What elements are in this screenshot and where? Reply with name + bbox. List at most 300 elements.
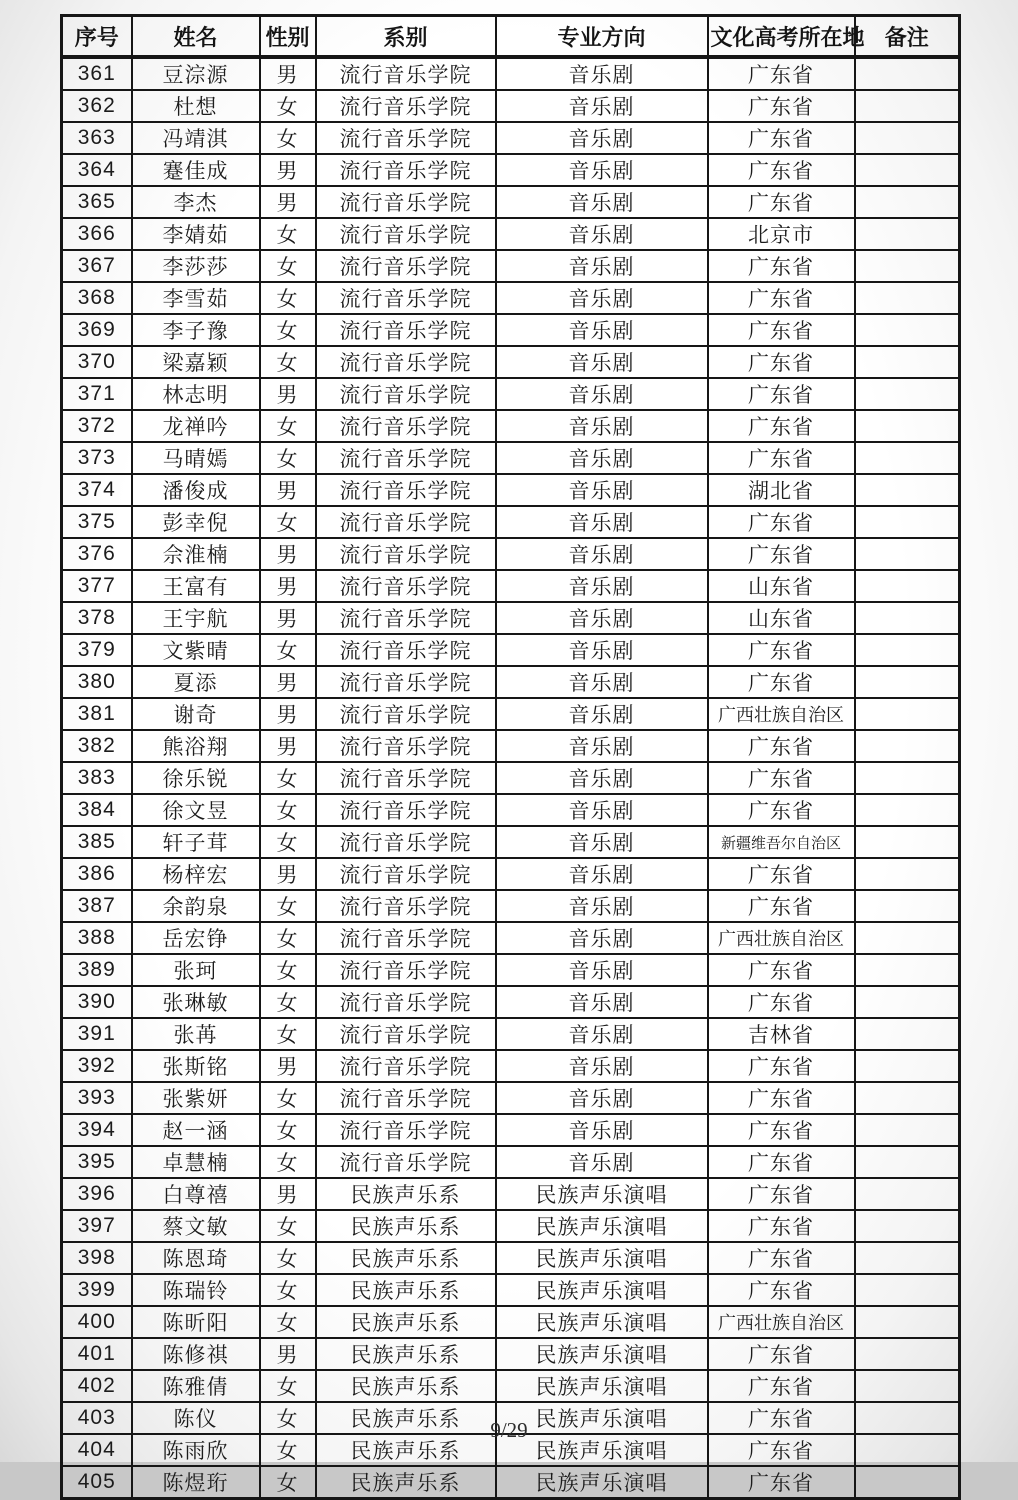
cell-gender: 女 [260, 1306, 316, 1338]
cell-exam-location: 广东省 [708, 378, 855, 410]
cell-department: 流行音乐学院 [316, 762, 496, 794]
cell-name: 龙禅吟 [132, 410, 260, 442]
table-row [62, 666, 960, 698]
cell-major: 音乐剧 [496, 698, 708, 730]
cell-department: 流行音乐学院 [316, 1114, 496, 1146]
table-row [62, 1370, 960, 1402]
cell-department: 流行音乐学院 [316, 730, 496, 762]
table-row [62, 698, 960, 730]
cell-gender: 男 [260, 1338, 316, 1370]
cell-department: 流行音乐学院 [316, 250, 496, 282]
cell-department: 流行音乐学院 [316, 986, 496, 1018]
cell-no: 395 [62, 1146, 132, 1178]
cell-no: 384 [62, 794, 132, 826]
cell-name: 王富有 [132, 570, 260, 602]
cell-no: 382 [62, 730, 132, 762]
table-row [62, 57, 960, 90]
cell-remarks [855, 57, 960, 90]
cell-department: 民族声乐系 [316, 1210, 496, 1242]
cell-major: 音乐剧 [496, 986, 708, 1018]
cell-gender: 男 [260, 57, 316, 90]
cell-major: 音乐剧 [496, 666, 708, 698]
cell-name: 赵一涵 [132, 1114, 260, 1146]
cell-no: 367 [62, 250, 132, 282]
cell-major: 音乐剧 [496, 410, 708, 442]
header-gender: 性别 [260, 16, 316, 58]
table-row [62, 954, 960, 986]
cell-gender: 女 [260, 986, 316, 1018]
cell-remarks [855, 1370, 960, 1402]
cell-no: 373 [62, 442, 132, 474]
cell-exam-location: 广东省 [708, 314, 855, 346]
table-row [62, 570, 960, 602]
table-row [62, 1050, 960, 1082]
table-row [62, 1466, 960, 1499]
cell-major: 音乐剧 [496, 1018, 708, 1050]
table-row [62, 314, 960, 346]
table-row [62, 634, 960, 666]
cell-exam-location: 广东省 [708, 1082, 855, 1114]
cell-gender: 女 [260, 890, 316, 922]
cell-remarks [855, 1018, 960, 1050]
cell-major: 音乐剧 [496, 954, 708, 986]
cell-name: 李婧茹 [132, 218, 260, 250]
cell-gender: 女 [260, 1466, 316, 1499]
cell-major: 音乐剧 [496, 186, 708, 218]
cell-major: 音乐剧 [496, 154, 708, 186]
table-row [62, 858, 960, 890]
cell-exam-location: 广东省 [708, 1050, 855, 1082]
cell-department: 流行音乐学院 [316, 858, 496, 890]
cell-remarks [855, 506, 960, 538]
cell-name: 王宇航 [132, 602, 260, 634]
cell-exam-location: 广东省 [708, 666, 855, 698]
cell-department: 流行音乐学院 [316, 890, 496, 922]
cell-gender: 女 [260, 442, 316, 474]
cell-exam-location: 广东省 [708, 538, 855, 570]
table-row [62, 826, 960, 858]
table-body [62, 57, 960, 1499]
cell-remarks [855, 1146, 960, 1178]
cell-gender: 男 [260, 1178, 316, 1210]
cell-name: 陈仪 [132, 1402, 260, 1434]
cell-gender: 女 [260, 1018, 316, 1050]
cell-gender: 女 [260, 1274, 316, 1306]
cell-name: 岳宏铮 [132, 922, 260, 954]
cell-gender: 男 [260, 154, 316, 186]
cell-no: 401 [62, 1338, 132, 1370]
cell-no: 400 [62, 1306, 132, 1338]
table-row [62, 1178, 960, 1210]
cell-gender: 女 [260, 826, 316, 858]
cell-gender: 女 [260, 410, 316, 442]
cell-name: 陈修祺 [132, 1338, 260, 1370]
cell-major: 音乐剧 [496, 1082, 708, 1114]
table-row [62, 1146, 960, 1178]
cell-major: 音乐剧 [496, 122, 708, 154]
cell-department: 流行音乐学院 [316, 1082, 496, 1114]
cell-remarks [855, 1338, 960, 1370]
table-row [62, 986, 960, 1018]
cell-gender: 女 [260, 762, 316, 794]
cell-major: 音乐剧 [496, 730, 708, 762]
cell-no: 388 [62, 922, 132, 954]
cell-major: 音乐剧 [496, 346, 708, 378]
cell-department: 民族声乐系 [316, 1402, 496, 1434]
cell-no: 396 [62, 1178, 132, 1210]
table-row [62, 1082, 960, 1114]
cell-remarks [855, 1306, 960, 1338]
cell-name: 李雪茹 [132, 282, 260, 314]
cell-remarks [855, 602, 960, 634]
cell-no: 372 [62, 410, 132, 442]
cell-exam-location: 广东省 [708, 1210, 855, 1242]
table-row [62, 890, 960, 922]
cell-major: 音乐剧 [496, 634, 708, 666]
cell-name: 陈雨欣 [132, 1434, 260, 1466]
cell-remarks [855, 1242, 960, 1274]
cell-gender: 女 [260, 506, 316, 538]
cell-exam-location: 广东省 [708, 506, 855, 538]
cell-exam-location: 广东省 [708, 1434, 855, 1466]
cell-exam-location: 广东省 [708, 794, 855, 826]
cell-name: 徐文昱 [132, 794, 260, 826]
cell-department: 流行音乐学院 [316, 826, 496, 858]
cell-department: 流行音乐学院 [316, 410, 496, 442]
cell-major: 民族声乐演唱 [496, 1274, 708, 1306]
cell-department: 流行音乐学院 [316, 1050, 496, 1082]
cell-gender: 女 [260, 346, 316, 378]
cell-major: 音乐剧 [496, 282, 708, 314]
cell-name: 佘淮楠 [132, 538, 260, 570]
cell-remarks [855, 378, 960, 410]
cell-department: 流行音乐学院 [316, 794, 496, 826]
cell-department: 民族声乐系 [316, 1242, 496, 1274]
cell-name: 轩子茸 [132, 826, 260, 858]
cell-department: 流行音乐学院 [316, 1018, 496, 1050]
cell-exam-location: 广东省 [708, 346, 855, 378]
cell-no: 397 [62, 1210, 132, 1242]
cell-exam-location: 广东省 [708, 1274, 855, 1306]
cell-no: 375 [62, 506, 132, 538]
table-row [62, 1338, 960, 1370]
cell-no: 385 [62, 826, 132, 858]
cell-no: 387 [62, 890, 132, 922]
cell-department: 流行音乐学院 [316, 922, 496, 954]
cell-exam-location: 广西壮族自治区 [708, 922, 855, 954]
cell-exam-location: 广西壮族自治区 [708, 698, 855, 730]
cell-department: 流行音乐学院 [316, 186, 496, 218]
cell-gender: 男 [260, 698, 316, 730]
cell-name: 李杰 [132, 186, 260, 218]
cell-remarks [855, 1114, 960, 1146]
cell-gender: 女 [260, 954, 316, 986]
cell-no: 393 [62, 1082, 132, 1114]
cell-major: 音乐剧 [496, 442, 708, 474]
cell-remarks [855, 218, 960, 250]
cell-department: 流行音乐学院 [316, 90, 496, 122]
cell-no: 380 [62, 666, 132, 698]
cell-exam-location: 广东省 [708, 410, 855, 442]
cell-exam-location: 山东省 [708, 602, 855, 634]
cell-exam-location: 广东省 [708, 250, 855, 282]
cell-gender: 男 [260, 186, 316, 218]
cell-department: 流行音乐学院 [316, 346, 496, 378]
cell-no: 366 [62, 218, 132, 250]
cell-gender: 男 [260, 538, 316, 570]
cell-gender: 女 [260, 1114, 316, 1146]
cell-gender: 男 [260, 666, 316, 698]
cell-no: 394 [62, 1114, 132, 1146]
cell-name: 余韵泉 [132, 890, 260, 922]
cell-department: 流行音乐学院 [316, 378, 496, 410]
cell-gender: 女 [260, 1210, 316, 1242]
cell-exam-location: 广东省 [708, 154, 855, 186]
cell-gender: 男 [260, 570, 316, 602]
cell-gender: 女 [260, 122, 316, 154]
cell-gender: 女 [260, 1402, 316, 1434]
cell-exam-location: 广东省 [708, 282, 855, 314]
table-row [62, 1306, 960, 1338]
cell-no: 402 [62, 1370, 132, 1402]
table-row [62, 1274, 960, 1306]
cell-exam-location: 广东省 [708, 730, 855, 762]
cell-exam-location: 广东省 [708, 1178, 855, 1210]
cell-no: 392 [62, 1050, 132, 1082]
cell-name: 杨梓宏 [132, 858, 260, 890]
cell-exam-location: 广东省 [708, 634, 855, 666]
cell-no: 371 [62, 378, 132, 410]
cell-major: 音乐剧 [496, 762, 708, 794]
cell-name: 张珂 [132, 954, 260, 986]
cell-gender: 女 [260, 922, 316, 954]
cell-major: 音乐剧 [496, 538, 708, 570]
cell-remarks [855, 410, 960, 442]
cell-exam-location: 广东省 [708, 1466, 855, 1499]
cell-department: 民族声乐系 [316, 1178, 496, 1210]
cell-major: 民族声乐演唱 [496, 1210, 708, 1242]
cell-gender: 男 [260, 378, 316, 410]
cell-gender: 女 [260, 1370, 316, 1402]
cell-exam-location: 广东省 [708, 890, 855, 922]
header-name: 姓名 [132, 16, 260, 58]
cell-name: 李莎莎 [132, 250, 260, 282]
cell-exam-location: 广东省 [708, 858, 855, 890]
cell-exam-location: 广东省 [708, 442, 855, 474]
cell-gender: 女 [260, 1146, 316, 1178]
table-row [62, 1210, 960, 1242]
cell-no: 389 [62, 954, 132, 986]
cell-department: 民族声乐系 [316, 1274, 496, 1306]
header-no: 序号 [62, 16, 132, 58]
table-row [62, 410, 960, 442]
cell-gender: 男 [260, 602, 316, 634]
cell-remarks [855, 186, 960, 218]
cell-exam-location: 北京市 [708, 218, 855, 250]
cell-name: 杜想 [132, 90, 260, 122]
cell-gender: 女 [260, 634, 316, 666]
cell-major: 音乐剧 [496, 858, 708, 890]
cell-name: 冯靖淇 [132, 122, 260, 154]
cell-remarks [855, 90, 960, 122]
cell-name: 熊浴翔 [132, 730, 260, 762]
header-major: 专业方向 [496, 16, 708, 58]
cell-remarks [855, 954, 960, 986]
cell-exam-location: 广东省 [708, 986, 855, 1018]
cell-no: 369 [62, 314, 132, 346]
cell-exam-location: 山东省 [708, 570, 855, 602]
cell-name: 豆淙源 [132, 57, 260, 90]
cell-no: 398 [62, 1242, 132, 1274]
cell-no: 403 [62, 1402, 132, 1434]
table-row [62, 378, 960, 410]
cell-gender: 女 [260, 90, 316, 122]
cell-name: 陈恩琦 [132, 1242, 260, 1274]
cell-name: 马晴嫣 [132, 442, 260, 474]
cell-major: 音乐剧 [496, 922, 708, 954]
cell-major: 音乐剧 [496, 1146, 708, 1178]
cell-name: 张斯铭 [132, 1050, 260, 1082]
cell-major: 音乐剧 [496, 90, 708, 122]
table-row [62, 218, 960, 250]
cell-no: 386 [62, 858, 132, 890]
cell-major: 音乐剧 [496, 794, 708, 826]
header-remarks: 备注 [855, 16, 960, 58]
cell-no: 365 [62, 186, 132, 218]
cell-name: 谢奇 [132, 698, 260, 730]
cell-remarks [855, 154, 960, 186]
table-row [62, 154, 960, 186]
cell-department: 流行音乐学院 [316, 122, 496, 154]
cell-no: 404 [62, 1434, 132, 1466]
cell-remarks [855, 698, 960, 730]
cell-gender: 男 [260, 474, 316, 506]
cell-name: 夏添 [132, 666, 260, 698]
cell-gender: 女 [260, 1242, 316, 1274]
cell-department: 流行音乐学院 [316, 154, 496, 186]
cell-major: 音乐剧 [496, 250, 708, 282]
cell-department: 民族声乐系 [316, 1466, 496, 1499]
table-row [62, 538, 960, 570]
cell-remarks [855, 794, 960, 826]
cell-no: 378 [62, 602, 132, 634]
header-department: 系别 [316, 16, 496, 58]
cell-department: 流行音乐学院 [316, 442, 496, 474]
header-row [62, 16, 960, 58]
cell-no: 374 [62, 474, 132, 506]
cell-major: 民族声乐演唱 [496, 1434, 708, 1466]
cell-department: 流行音乐学院 [316, 474, 496, 506]
cell-no: 377 [62, 570, 132, 602]
cell-exam-location: 吉林省 [708, 1018, 855, 1050]
cell-name: 陈瑞铃 [132, 1274, 260, 1306]
cell-name: 潘俊成 [132, 474, 260, 506]
cell-no: 370 [62, 346, 132, 378]
cell-name: 张琳敏 [132, 986, 260, 1018]
table-row [62, 186, 960, 218]
cell-gender: 女 [260, 1434, 316, 1466]
cell-department: 流行音乐学院 [316, 570, 496, 602]
student-roster-table [60, 14, 961, 1500]
cell-major: 音乐剧 [496, 1114, 708, 1146]
cell-remarks [855, 858, 960, 890]
cell-remarks [855, 730, 960, 762]
header-exam-location: 文化高考所在地 [708, 16, 855, 58]
cell-name: 陈雅倩 [132, 1370, 260, 1402]
cell-remarks [855, 1274, 960, 1306]
cell-name: 卓慧楠 [132, 1146, 260, 1178]
cell-major: 音乐剧 [496, 378, 708, 410]
table-row [62, 602, 960, 634]
cell-remarks [855, 250, 960, 282]
table-row [62, 762, 960, 794]
cell-exam-location: 广东省 [708, 1338, 855, 1370]
cell-exam-location: 广东省 [708, 57, 855, 90]
cell-exam-location: 广东省 [708, 1242, 855, 1274]
cell-major: 民族声乐演唱 [496, 1466, 708, 1499]
cell-major: 民族声乐演唱 [496, 1306, 708, 1338]
cell-remarks [855, 314, 960, 346]
cell-gender: 女 [260, 314, 316, 346]
cell-department: 流行音乐学院 [316, 666, 496, 698]
cell-department: 流行音乐学院 [316, 57, 496, 90]
cell-remarks [855, 634, 960, 666]
table-row [62, 1018, 960, 1050]
cell-name: 蹇佳成 [132, 154, 260, 186]
cell-major: 音乐剧 [496, 826, 708, 858]
cell-exam-location: 新疆维吾尔自治区 [708, 826, 855, 858]
cell-exam-location: 湖北省 [708, 474, 855, 506]
cell-exam-location: 广东省 [708, 122, 855, 154]
cell-exam-location: 广东省 [708, 1114, 855, 1146]
cell-name: 张苒 [132, 1018, 260, 1050]
cell-no: 379 [62, 634, 132, 666]
cell-exam-location: 广东省 [708, 762, 855, 794]
cell-name: 陈昕阳 [132, 1306, 260, 1338]
cell-name: 林志明 [132, 378, 260, 410]
cell-no: 363 [62, 122, 132, 154]
table-row [62, 730, 960, 762]
cell-no: 362 [62, 90, 132, 122]
table-row [62, 442, 960, 474]
cell-no: 399 [62, 1274, 132, 1306]
cell-name: 文紫晴 [132, 634, 260, 666]
cell-major: 民族声乐演唱 [496, 1402, 708, 1434]
cell-gender: 女 [260, 794, 316, 826]
table-row [62, 282, 960, 314]
cell-department: 民族声乐系 [316, 1306, 496, 1338]
cell-remarks [855, 1050, 960, 1082]
cell-department: 流行音乐学院 [316, 506, 496, 538]
cell-major: 音乐剧 [496, 570, 708, 602]
cell-department: 民族声乐系 [316, 1434, 496, 1466]
cell-name: 徐乐锐 [132, 762, 260, 794]
cell-no: 381 [62, 698, 132, 730]
cell-department: 民族声乐系 [316, 1338, 496, 1370]
table-row [62, 1114, 960, 1146]
cell-gender: 男 [260, 730, 316, 762]
cell-remarks [855, 538, 960, 570]
cell-remarks [855, 762, 960, 794]
cell-remarks [855, 986, 960, 1018]
cell-no: 391 [62, 1018, 132, 1050]
cell-name: 彭幸倪 [132, 506, 260, 538]
cell-remarks [855, 1466, 960, 1499]
cell-department: 流行音乐学院 [316, 954, 496, 986]
cell-department: 流行音乐学院 [316, 634, 496, 666]
cell-department: 流行音乐学院 [316, 538, 496, 570]
cell-name: 张紫妍 [132, 1082, 260, 1114]
